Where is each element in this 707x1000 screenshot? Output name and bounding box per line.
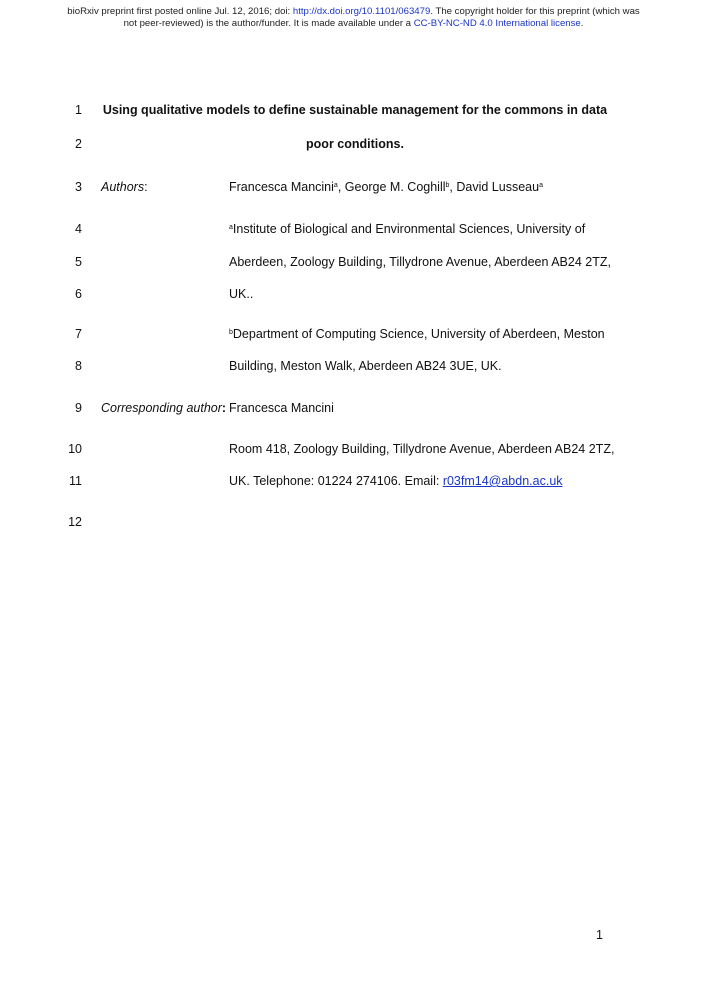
corresponding-address-line-2 [229, 474, 563, 488]
preprint-notice-line-2 [0, 18, 707, 30]
corresponding-author-name: Francesca Mancini [229, 401, 334, 415]
affiliation-text: Institute of Biological and Environmental Sciences, University of [232, 222, 586, 236]
affiliation-a-line-1 [229, 222, 585, 236]
affiliation-marker: b [229, 329, 233, 336]
corresponding-label-text: Corresponding author [101, 401, 222, 415]
preprint-notice-line-1 [0, 6, 707, 18]
affiliation-a-line-3: UK.. [229, 287, 254, 301]
line-number: 2 [75, 137, 82, 151]
affiliation-a-line-2: Aberdeen, Zoology Building, Tillydrone Avenue, Aberdeen AB24 2TZ, [229, 255, 611, 269]
line-number: 3 [75, 180, 82, 194]
author-name: George M. Coghill [344, 180, 446, 194]
paper-title-line-1: Using qualitative models to define sustainable management for the commons in data [102, 103, 608, 117]
line-number: 6 [75, 287, 82, 301]
line-number: 9 [75, 401, 82, 415]
affiliation-marker: a [333, 182, 338, 189]
authors-label-colon: : [144, 180, 148, 194]
line-number: 11 [69, 474, 82, 488]
line-number: 8 [75, 359, 82, 373]
line-number: 4 [75, 222, 82, 236]
line-number: 1 [75, 103, 82, 117]
line-number: 10 [68, 442, 82, 456]
page-number: 1 [596, 928, 603, 942]
notice-text: not peer-reviewed) is the author/funder. It is made available under a [123, 17, 414, 29]
authors-label-text: Authors [101, 180, 145, 194]
notice-text: . The copyright holder for this preprint (which was [430, 6, 640, 17]
corresponding-label-colon: : [221, 401, 227, 415]
author-list [229, 180, 543, 194]
affiliation-marker: a [539, 182, 543, 189]
paper-title-line-2: poor conditions. [306, 137, 404, 151]
author-name: David Lusseau [456, 180, 540, 194]
corresponding-author-label [101, 401, 226, 415]
affiliation-b-line-1 [229, 327, 605, 341]
line-number: 7 [75, 327, 82, 341]
preprint-notice [0, 6, 707, 29]
affiliation-b-line-2: Building, Meston Walk, Aberdeen AB24 3UE, UK. [229, 359, 502, 373]
notice-text: . [580, 17, 584, 29]
affiliation-marker: b [445, 182, 450, 189]
contact-text: UK. Telephone: 01224 274106. Email: [229, 474, 443, 488]
line-number: 5 [75, 255, 82, 269]
affiliation-text: Department of Computing Science, University of Aberdeen, Meston [232, 327, 605, 341]
affiliation-marker: a [229, 224, 233, 231]
line-number: 12 [68, 515, 82, 529]
corresponding-address-line-1: Room 418, Zoology Building, Tillydrone Avenue, Aberdeen AB24 2TZ, [229, 442, 615, 456]
authors-label [101, 180, 148, 194]
license-link[interactable]: CC-BY-NC-ND 4.0 International license [413, 17, 581, 29]
author-separator: , [337, 180, 345, 194]
doi-link[interactable]: http://dx.doi.org/10.1101/063479 [292, 6, 431, 17]
email-link[interactable]: r03fm14@abdn.ac.uk [442, 474, 563, 488]
author-name: Francesca Mancini [229, 180, 334, 194]
author-separator: , [449, 180, 457, 194]
notice-text: bioRxiv preprint first posted online Jul. 12, 2016; doi: [67, 6, 293, 17]
